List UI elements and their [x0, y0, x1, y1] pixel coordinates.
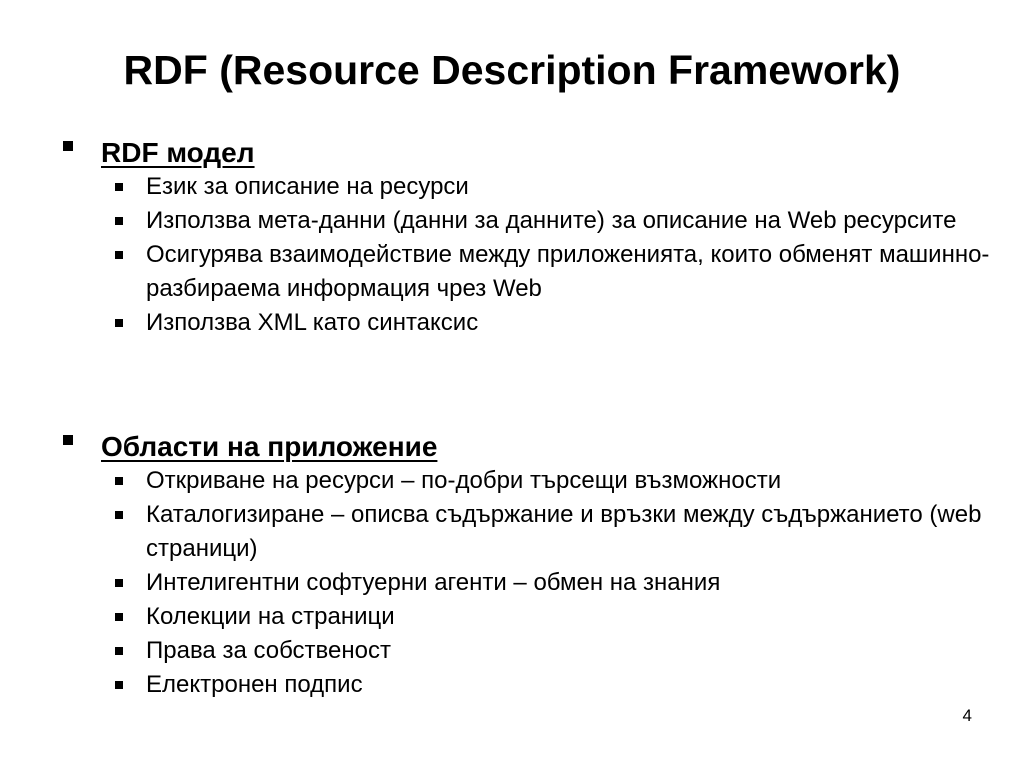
- list-item: [0, 498, 1024, 566]
- list-item: [0, 600, 1024, 634]
- square-bullet-icon: [63, 435, 73, 445]
- list-item-text: Колекции на страници: [146, 603, 395, 630]
- square-bullet-icon: [115, 647, 123, 655]
- list-item: [0, 464, 1024, 498]
- sub-bullet-list: [0, 170, 1024, 340]
- list-item-text: Права за собственост: [146, 637, 391, 664]
- section-heading-label: Области на приложение: [101, 431, 438, 462]
- section-application-areas: [0, 430, 1024, 702]
- list-item: [0, 668, 1024, 702]
- list-item-text: Откриване на ресурси – по-добри търсещи възможности: [146, 467, 782, 494]
- square-bullet-icon: [115, 579, 123, 587]
- square-bullet-icon: [115, 319, 123, 327]
- square-bullet-icon: [115, 251, 123, 259]
- list-item-text: Интелигентни софтуерни агенти – обмен на знания: [146, 569, 721, 596]
- section-heading: [0, 136, 1024, 170]
- square-bullet-icon: [115, 217, 123, 225]
- list-item: [0, 306, 1024, 340]
- page-number: 4: [962, 706, 972, 725]
- list-item: [0, 170, 1024, 204]
- list-item: [0, 238, 1024, 306]
- section-heading: [0, 430, 1024, 464]
- list-item-text: Каталогизиране – описва съдържание и връзки между съдържанието (web страници): [146, 501, 982, 562]
- square-bullet-icon: [115, 613, 123, 621]
- list-item: [0, 566, 1024, 600]
- square-bullet-icon: [63, 141, 73, 151]
- list-item-text: Език за описание на ресурси: [146, 173, 469, 200]
- list-item-text: Осигурява взаимодействие между приложенията, които обменят машинно-разбираема информация чрез Web: [146, 241, 990, 302]
- list-item: [0, 204, 1024, 238]
- square-bullet-icon: [115, 183, 123, 191]
- list-item: [0, 634, 1024, 668]
- section-rdf-model: [0, 136, 1024, 340]
- slide-title: RDF (Resource Description Framework): [123, 47, 901, 93]
- sub-bullet-list: [0, 464, 1024, 702]
- section-heading-label: RDF модел: [101, 137, 255, 168]
- list-item-text: Използва мета-данни (данни за данните) за описание на Web ресурсите: [146, 207, 957, 234]
- square-bullet-icon: [115, 477, 123, 485]
- square-bullet-icon: [115, 511, 123, 519]
- square-bullet-icon: [115, 681, 123, 689]
- list-item-text: Електронен подпис: [146, 671, 363, 698]
- list-item-text: Използва XML като синтаксис: [146, 309, 479, 336]
